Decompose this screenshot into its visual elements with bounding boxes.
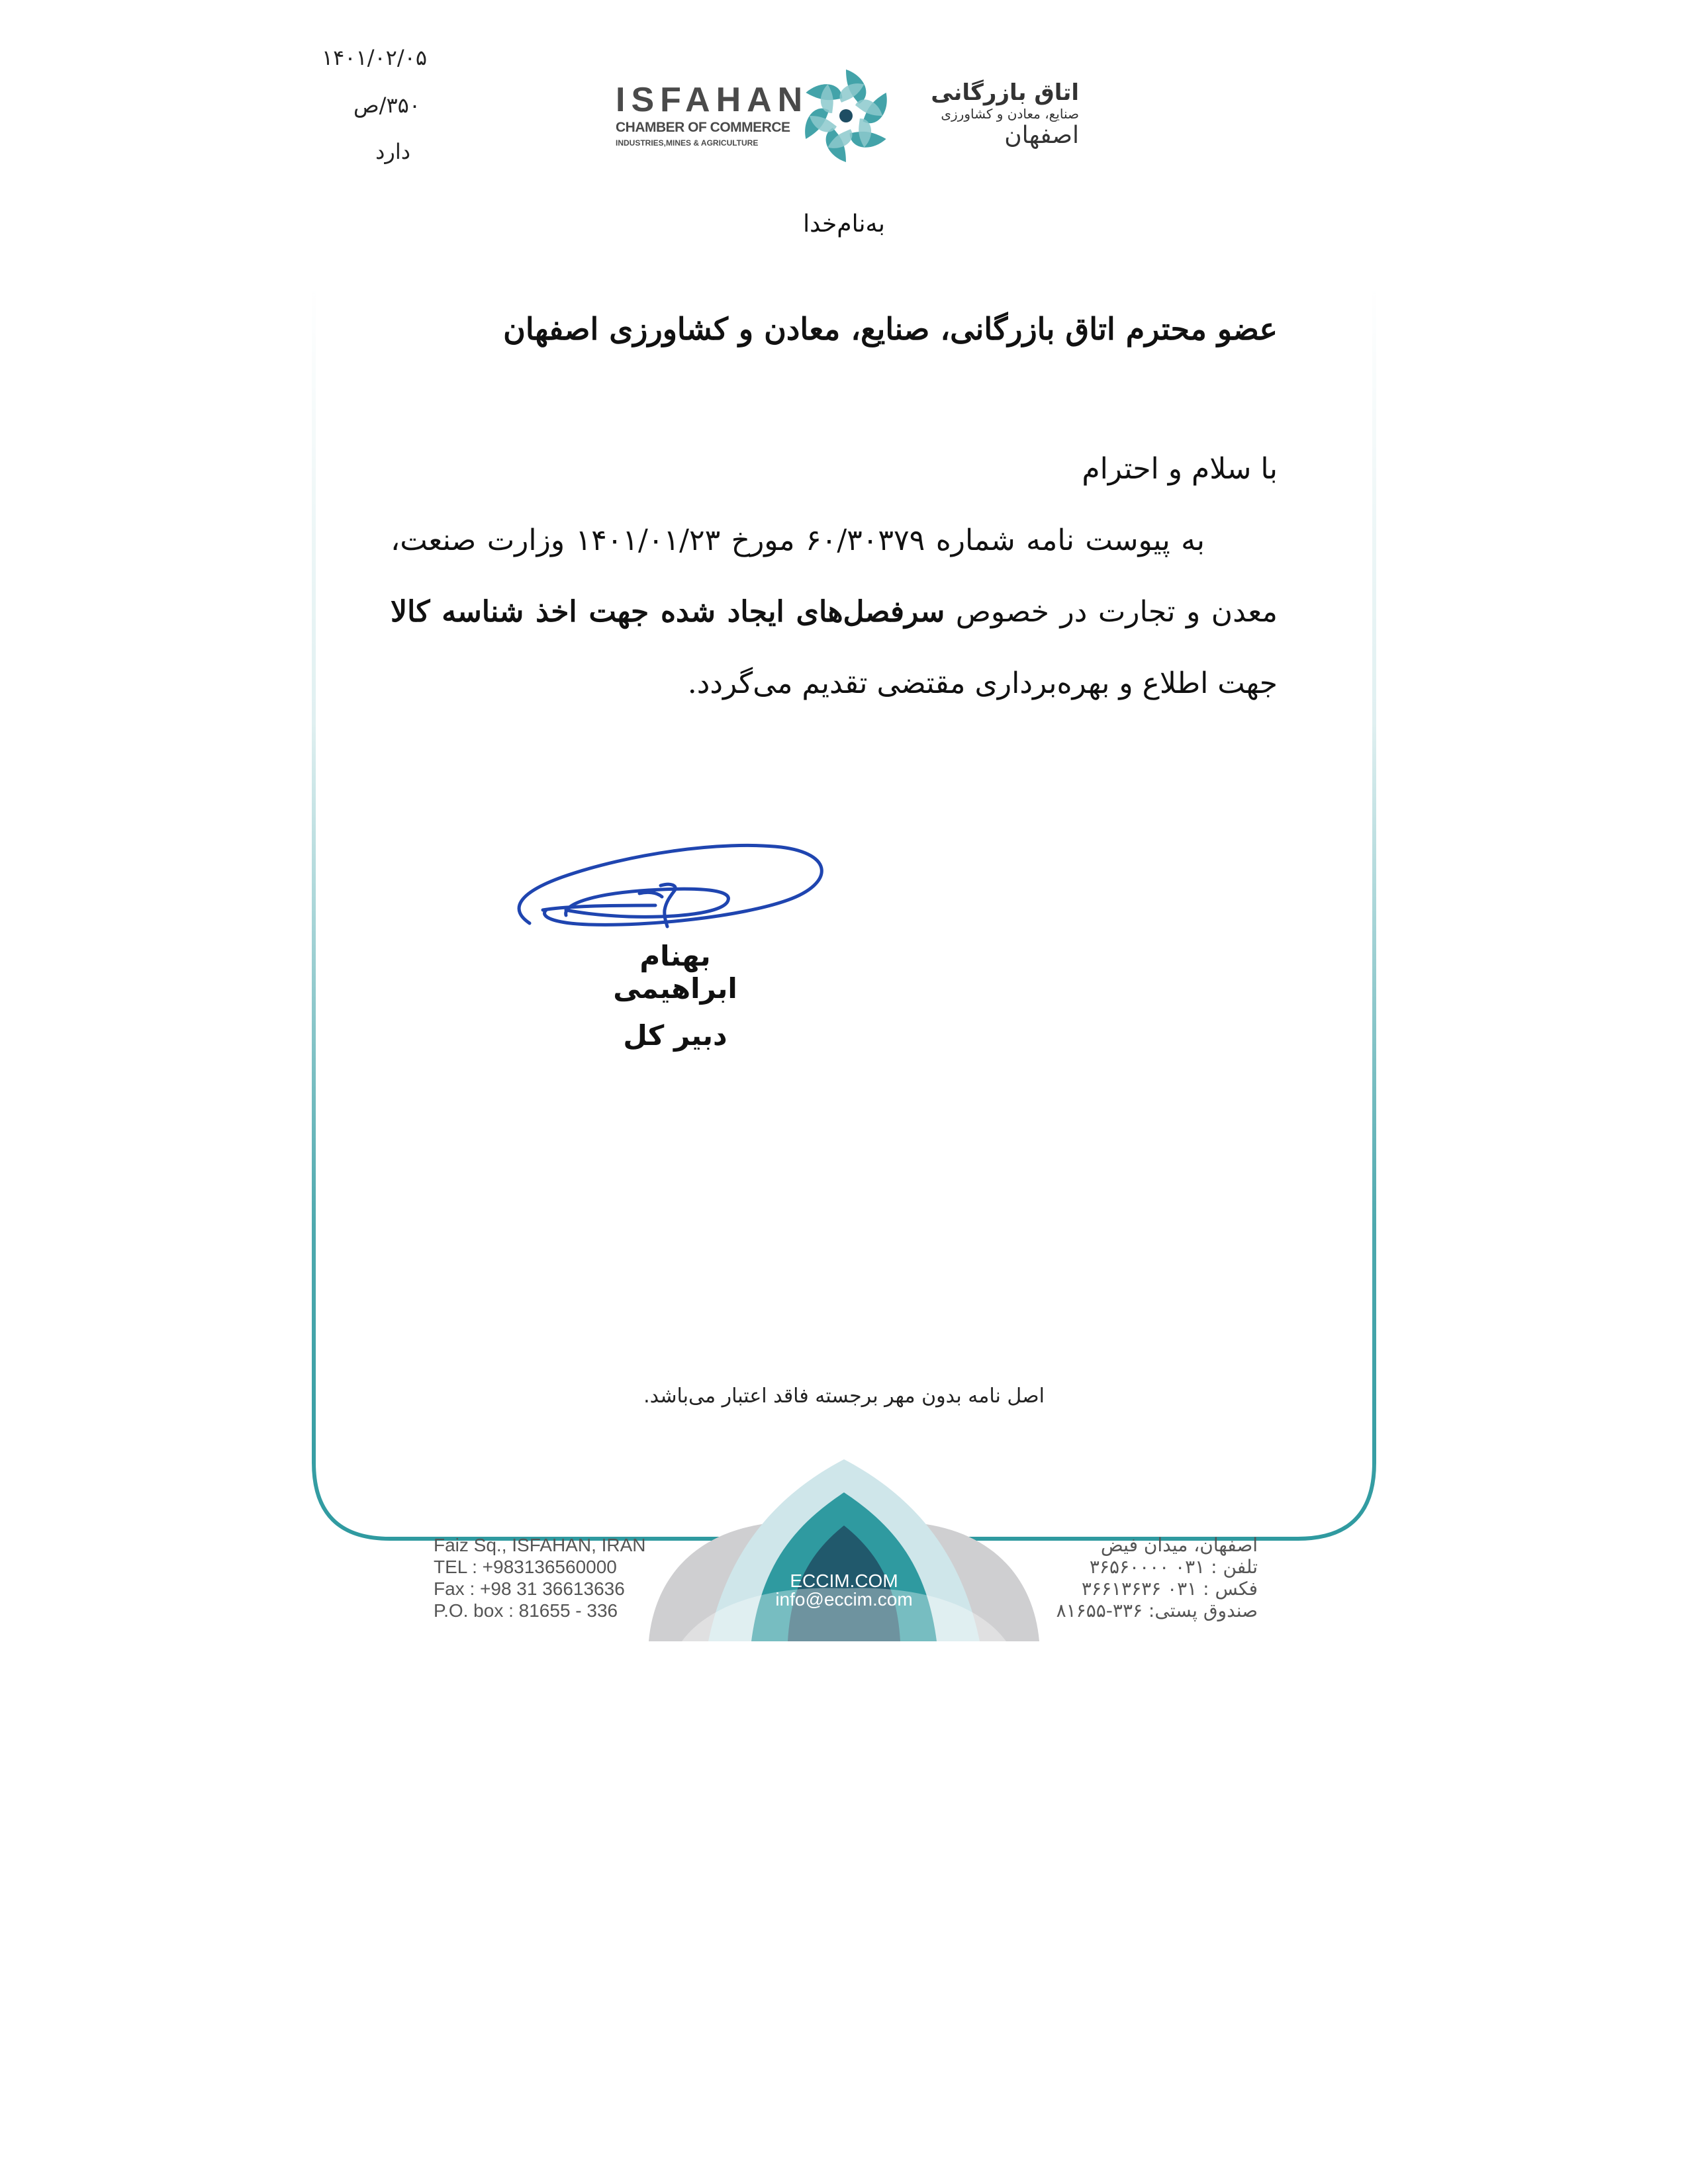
signer-title: دبیر کل <box>623 1019 727 1052</box>
logo-english-text <box>616 83 808 148</box>
footer-contact-english <box>434 1534 646 1621</box>
logo-fa-line1: اتاق بازرگانی <box>931 79 1079 106</box>
footer-en-fax: Fax : +98 31 36613636 <box>434 1578 625 1599</box>
greeting-line: با سلام و احترام <box>1082 452 1278 486</box>
logo-en-line3: INDUSTRIES,MINES & AGRICULTURE <box>616 138 759 148</box>
body-text-part2: جهت اطلاع و بهره‌برداری مقتضی تقدیم می‌گردد. <box>687 666 1278 700</box>
body-text-bold: سرفصل‌های ایجاد شده جهت اخذ شناسه کالا <box>391 595 945 629</box>
footer-en-pobox: P.O. box : 81655 - 336 <box>434 1600 618 1621</box>
letter-attachment: دارد <box>375 139 410 164</box>
logo-persian-text <box>931 79 1079 149</box>
signer-block <box>589 940 761 1052</box>
footer-email[interactable]: info@eccim.com <box>775 1589 913 1610</box>
letter-date: ۱۴۰۱/۰۲/۰۵ <box>321 45 427 70</box>
logo-fa-line3: اصفهان <box>1004 122 1079 149</box>
footer-en-tel: TEL : +983136560000 <box>434 1557 617 1577</box>
body-paragraph <box>391 505 1278 719</box>
footer-en-address: Faiz Sq., ISFAHAN, IRAN <box>434 1535 646 1555</box>
chamber-logo <box>616 63 1079 175</box>
footer-contact-persian <box>1056 1534 1258 1621</box>
bismillah-heading: به‌نام‌خدا <box>803 210 885 238</box>
handwritten-signature <box>503 817 847 956</box>
footer-emblem-art <box>629 1453 1059 1641</box>
stamp-validity-note: اصل نامه بدون مهر برجسته فاقد اعتبار می‌باشد. <box>643 1385 1045 1408</box>
logo-en-title: ISFAHAN <box>616 81 809 119</box>
body-text-part1: به پیوست نامه شماره ۶۰/۳۰۳۷۹ مورخ ۱۴۰۱/۰۱/۲۳ وزارت صنعت، معدن و تجارت در خصوص <box>391 523 1278 629</box>
footer-web-block <box>722 1572 966 1609</box>
footer-fa-address: اصفهان، میدان فیض <box>1100 1534 1258 1556</box>
footer-fa-tel: تلفن : ۰۳۱ ۳۶۵۶۰۰۰۰ <box>1089 1556 1258 1578</box>
signer-name: بهنام ابراهیمی <box>613 940 737 1005</box>
letter-body <box>391 433 1278 719</box>
logo-en-line2: CHAMBER OF COMMERCE <box>616 120 790 135</box>
footer-fa-pobox: صندوق پستی: ۳۳۶-۸۱۶۵۵ <box>1056 1600 1258 1621</box>
logo-emblem-icon <box>793 63 899 169</box>
logo-fa-line2: صنایع، معادن و کشاورزی <box>941 106 1079 122</box>
recipient-heading: عضو محترم اتاق بازرگانی، صنایع، معادن و کشاورزی اصفهان <box>503 311 1278 347</box>
letter-number: ۳۵۰/ص <box>353 93 420 118</box>
footer-website[interactable]: ECCIM.COM <box>790 1570 898 1591</box>
footer-fa-fax: فکس : ۰۳۱ ۳۶۶۱۳۶۳۶ <box>1081 1578 1258 1600</box>
